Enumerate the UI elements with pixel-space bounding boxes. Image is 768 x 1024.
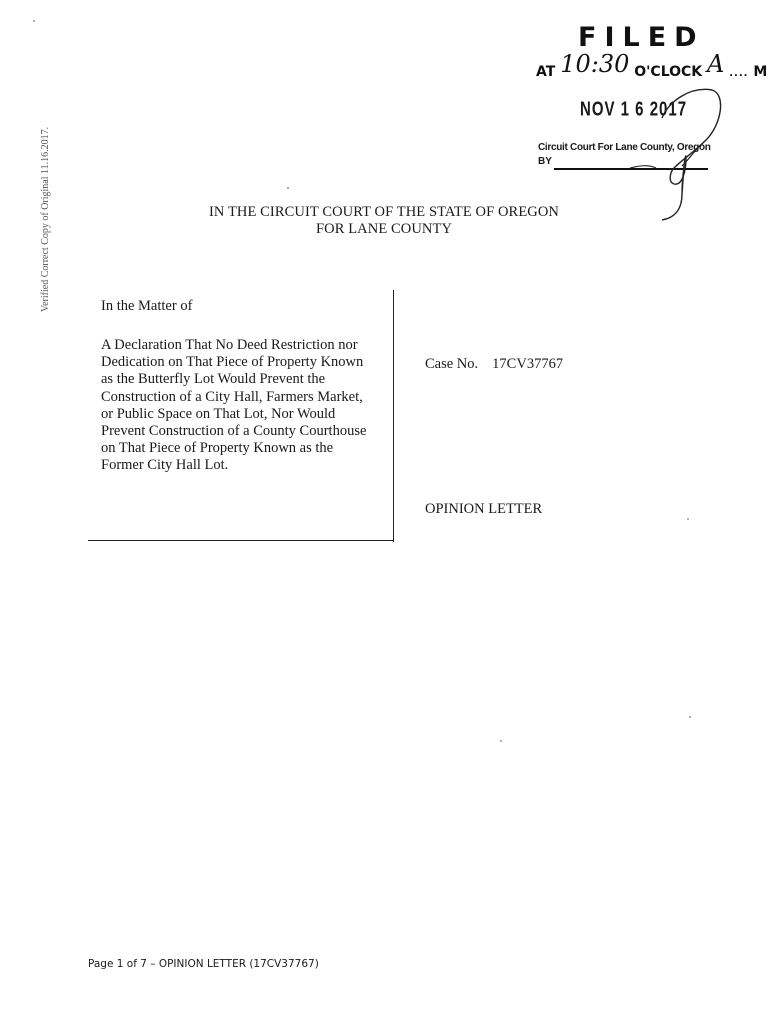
handwritten-ampm: A [707,50,725,78]
declaration-line: as the Butterfly Lot Would Prevent the [101,371,326,388]
clerk-label: Circuit Court For Lane County, Oregon [538,142,711,153]
declaration-line: Former City Hall Lot. [101,457,229,474]
case-number [425,356,563,373]
document-title: OPINION LETTER [425,501,543,517]
declaration-line: or Public Space on That Lot, Nor Would [101,405,336,422]
scan-speck [687,518,689,520]
declaration-line: A Declaration That No Deed Restriction nor [101,337,358,353]
case-label: Case No. [425,356,479,372]
scan-speck [689,716,691,718]
handwritten-time: 10:30 [560,50,630,78]
scan-speck [287,187,289,189]
filed-date: NOV 1 6 2017 [580,98,688,121]
m-label: M [753,64,768,80]
declaration-line: Construction of a City Hall, Farmers Market, [101,388,363,405]
filed-stamp-title: FILED [578,22,705,53]
case-number-value: 17CV37767 [492,356,564,372]
declaration-line: on That Piece of Property Known as the [101,440,334,457]
declaration-line: Prevent Construction of a County Courthouse [101,423,367,440]
declaration-line: Dedication on That Piece of Property Known [101,354,364,371]
in-the-matter-of: In the Matter of [101,298,193,314]
at-label: AT [536,64,556,80]
scan-speck [33,20,35,22]
page-footer: Page 1 of 7 – OPINION LETTER (17CV37767) [88,958,319,970]
by-label: BY [538,156,552,167]
scan-speck [500,740,502,742]
court-title: IN THE CIRCUIT COURT OF THE STATE OF OREGON [208,204,560,220]
declaration-text [101,337,393,475]
dotted-fill: .... [729,68,749,79]
oclock-label: O'CLOCK [634,64,703,80]
verified-copy-note: Verified Correct Copy of Original 11.16.2017. [40,126,51,312]
caption-divider-vertical [393,290,394,542]
court-county: FOR LANE COUNTY [315,221,453,237]
caption-divider-horizontal [88,540,394,541]
